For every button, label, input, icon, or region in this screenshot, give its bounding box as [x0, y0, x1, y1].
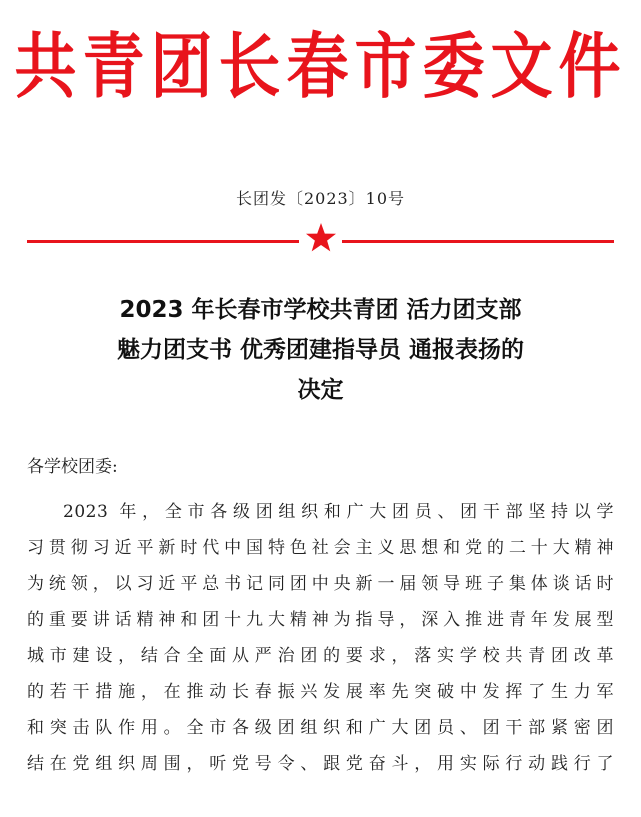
masthead-title: 共青团长春市委文件	[14, 24, 627, 109]
body-line: 为统领，以习近平总书记同团中央新一届领导班子集体谈话时	[27, 574, 614, 594]
salutation: 各学校团委:	[27, 457, 118, 477]
document-title	[20, 290, 621, 410]
body-line: 的重要讲话精神和团十九大精神为指导，深入推进青年发展型	[27, 610, 614, 630]
masthead-header	[0, 22, 641, 112]
body-line: 的若干措施，在推动长春振兴发展率先突破中发挥了生力军	[27, 682, 614, 702]
document-number: 长团发〔2023〕10号	[235, 189, 406, 208]
body-line: 和突击队作用。全市各级团组织和广大团员、团干部紧密团	[27, 718, 614, 738]
red-rule-right	[342, 240, 614, 243]
title-line: 决定	[297, 377, 344, 403]
title-line: 2023 年长春市学校共青团 活力团支部	[119, 297, 522, 323]
body-line: 习贯彻习近平新时代中国特色社会主义思想和党的二十大精神	[27, 538, 614, 558]
body-paragraph	[27, 494, 614, 782]
red-rule-left	[27, 240, 299, 243]
body-line: 结在党组织周围，听党号令、跟党奋斗，用实际行动践行了	[27, 754, 614, 774]
red-star-icon	[305, 222, 337, 254]
title-line: 魅力团支书 优秀团建指导员 通报表扬的	[116, 337, 524, 363]
body-line: 城市建设，结合全面从严治团的要求，落实学校共青团改革	[27, 646, 614, 666]
body-line: 2023 年，全市各级团组织和广大团员、团干部坚持以学	[63, 502, 614, 522]
